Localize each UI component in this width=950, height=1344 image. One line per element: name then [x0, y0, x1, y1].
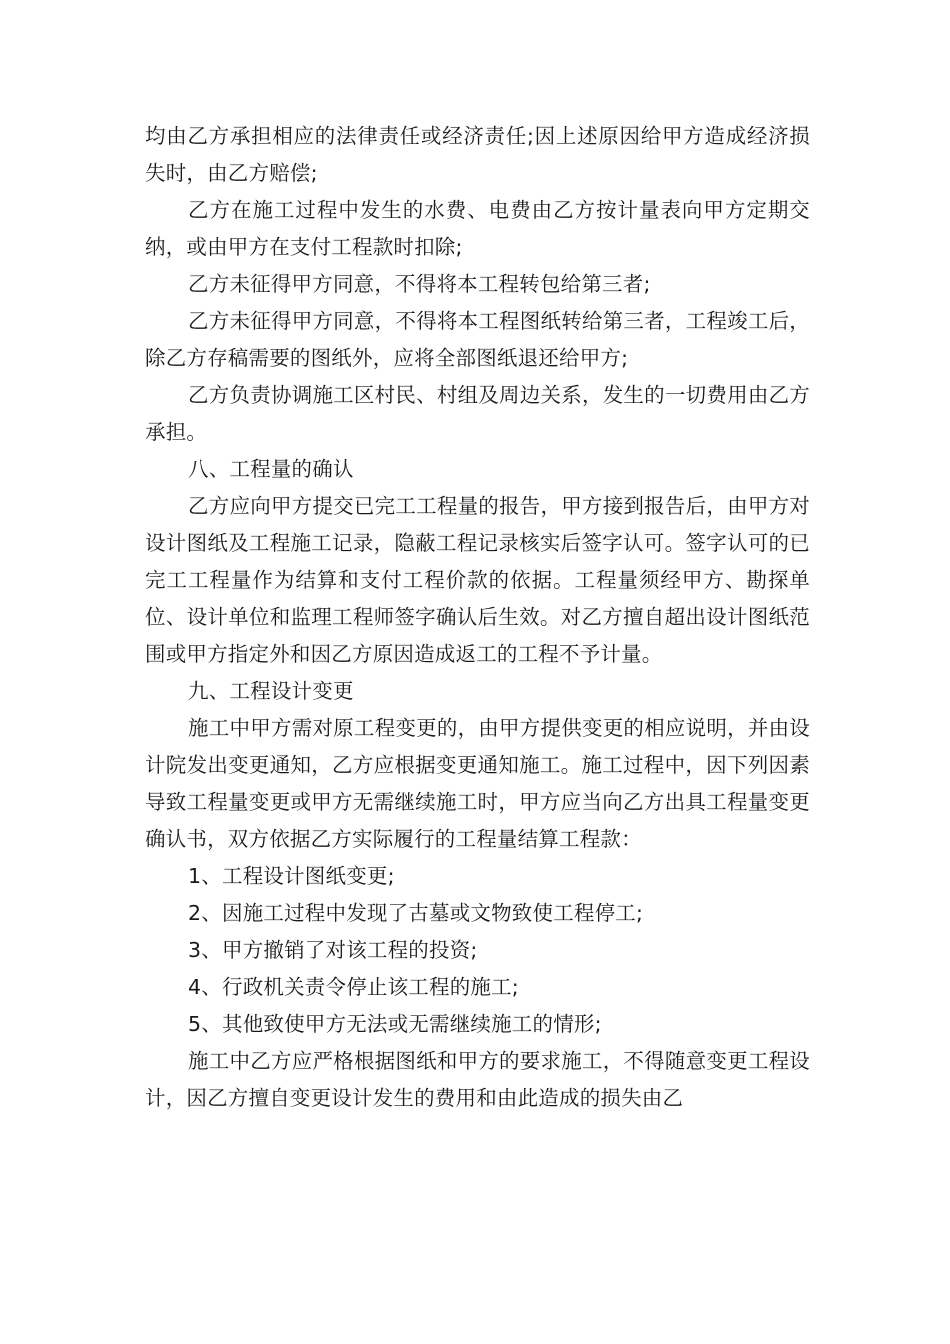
list-item-2: 2、因施工过程中发现了古墓或文物致使工程停工; [188, 901, 644, 925]
paragraph-no-subcontract: 乙方未征得甲方同意，不得将本工程转包给第三者; [188, 272, 651, 296]
paragraph-quantity-report: 乙方应向甲方提交已完工工程量的报告，甲方接到报告后，由甲方对设计图纸及工程施工记录，隐蔽工程记录核实后签字认可。签字认可的已完工工程量作为结算和支付工程价款的依据。工程量须经甲方、勘探单位、设计单位和监理工程师签字确认后生效。对乙方擅自超出设计图纸范围或甲方指定外和因乙方原因造成返工的工程不予计量。 [145, 494, 810, 666]
list-item-3: 3、甲方撤销了对该工程的投资; [188, 938, 478, 962]
document-body [145, 118, 810, 1117]
paragraph-construction-requirements: 施工中乙方应严格根据图纸和甲方的要求施工，不得随意变更工程设计，因乙方擅自变更设计发生的费用和由此造成的损失由乙 [145, 1049, 810, 1110]
section-heading-quantity-confirmation: 八、工程量的确认 [188, 457, 354, 481]
paragraph-design-change: 施工中甲方需对原工程变更的，由甲方提供变更的相应说明，并由设计院发出变更通知，乙方应根据变更通知施工。施工过程中，因下列因素导致工程量变更或甲方无需继续施工时，甲方应当向乙方出具工程量变更确认书，双方依据乙方实际履行的工程量结算工程款： [145, 716, 810, 851]
paragraph-drawings: 乙方未征得甲方同意，不得将本工程图纸转给第三者，工程竣工后，除乙方存稿需要的图纸外，应将全部图纸退还给甲方; [145, 309, 810, 370]
list-item-5: 5、其他致使甲方无法或无需继续施工的情形; [188, 1012, 602, 1036]
list-item-4: 4、行政机关责令停止该工程的施工; [188, 975, 519, 999]
list-item-1: 1、工程设计图纸变更; [188, 864, 395, 888]
paragraph-liability: 均由乙方承担相应的法律责任或经济责任;因上述原因给甲方造成经济损失时，由乙方赔偿; [145, 124, 810, 185]
paragraph-coordination: 乙方负责协调施工区村民、村组及周边关系，发生的一切费用由乙方承担。 [145, 383, 810, 444]
paragraph-utilities: 乙方在施工过程中发生的水费、电费由乙方按计量表向甲方定期交纳，或由甲方在支付工程款时扣除; [145, 198, 810, 259]
section-heading-design-change: 九、工程设计变更 [188, 679, 354, 703]
